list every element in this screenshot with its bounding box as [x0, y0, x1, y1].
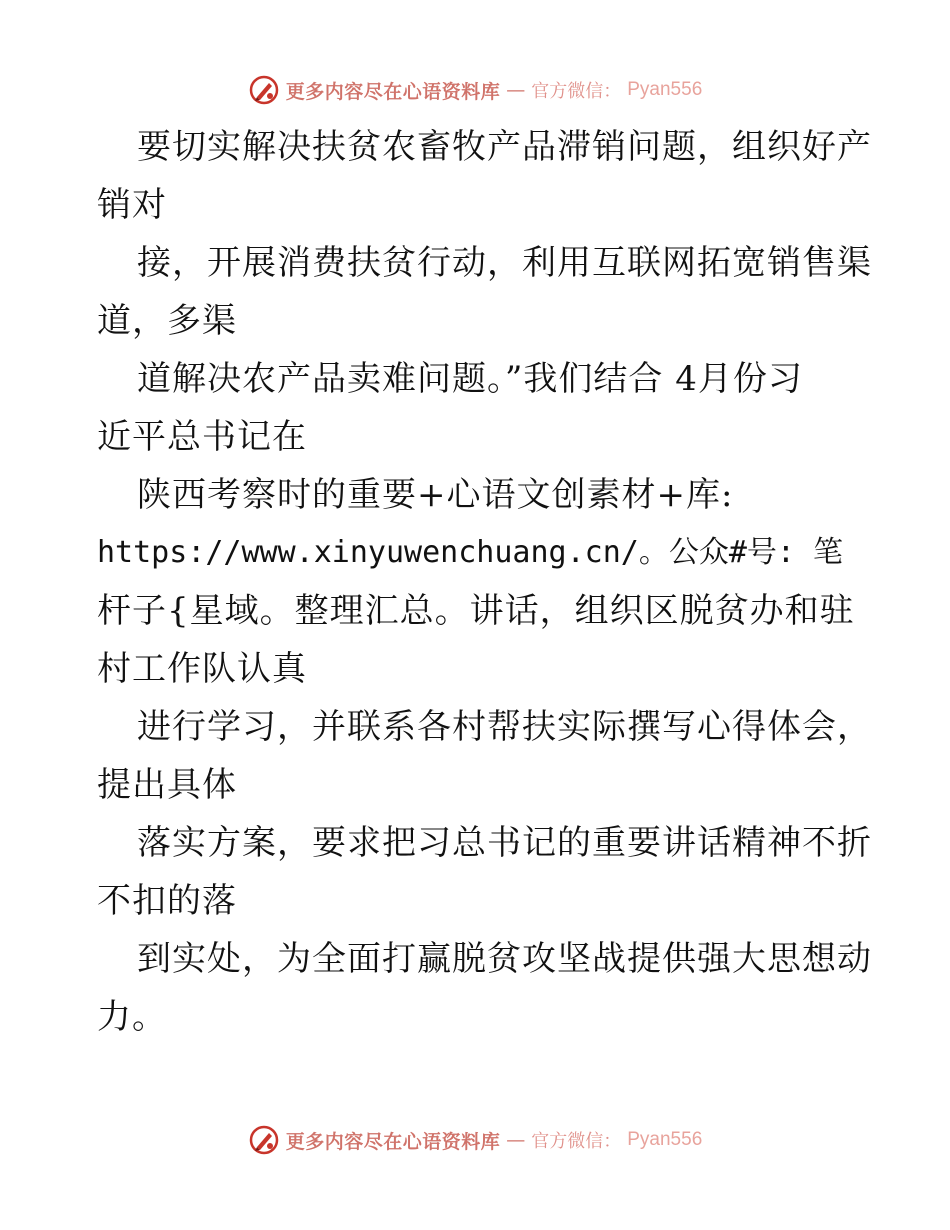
body-line: 陕西考察时的重要+心语文创素材+库: — [137, 475, 734, 515]
body-line: 不扣的落 — [97, 881, 237, 921]
body-line: 道，多渠 — [97, 301, 237, 341]
body-line: 提出具体 — [97, 765, 237, 805]
body-line: 村工作队认真 — [97, 649, 307, 689]
watermark-dash: — — [506, 1129, 526, 1151]
watermark-site-text: 更多内容尽在心语资料库 — [285, 1130, 501, 1153]
body-line: 落实方案，要求把习总书记的重要讲话精神不折 — [137, 823, 872, 863]
body-line: 杆子{星域。整理汇总。讲话，组织区脱贫办和驻 — [97, 591, 855, 631]
body-line: 接，开展消费扶贫行动，利用互联网拓宽销售渠 — [137, 243, 872, 283]
body-line-url: https://www.xinyuwenchuang.cn/。公众#号: 笔 — [97, 535, 844, 570]
watermark-wechat-id: Pyan556 — [627, 79, 703, 100]
watermark-dash: — — [506, 79, 526, 101]
body-line: 到实处，为全面打赢脱贫攻坚战提供强大思想动 — [137, 939, 872, 979]
footer-watermark — [0, 1120, 950, 1160]
header-watermark — [0, 70, 950, 110]
watermark-wechat-label: 官方微信： — [531, 81, 622, 102]
body-line: 销对 — [97, 185, 167, 225]
body-line: 要切实解决扶贫农畜牧产品滞销问题，组织好产 — [137, 127, 872, 167]
body-line: 进行学习，并联系各村帮扶实际撰写心得体会， — [137, 707, 872, 747]
pen-logo-icon — [248, 74, 280, 106]
body-line: 近平总书记在 — [97, 417, 307, 457]
body-line: 道解决农产品卖难问题。”我们结合 4月份习 — [137, 359, 803, 399]
watermark-wechat-label: 官方微信： — [531, 1131, 622, 1152]
body-line: 力。 — [97, 997, 167, 1037]
watermark-site-text: 更多内容尽在心语资料库 — [285, 80, 501, 103]
document-body — [97, 118, 872, 1046]
watermark-wechat-id: Pyan556 — [627, 1129, 703, 1150]
pen-logo-icon — [248, 1124, 280, 1156]
